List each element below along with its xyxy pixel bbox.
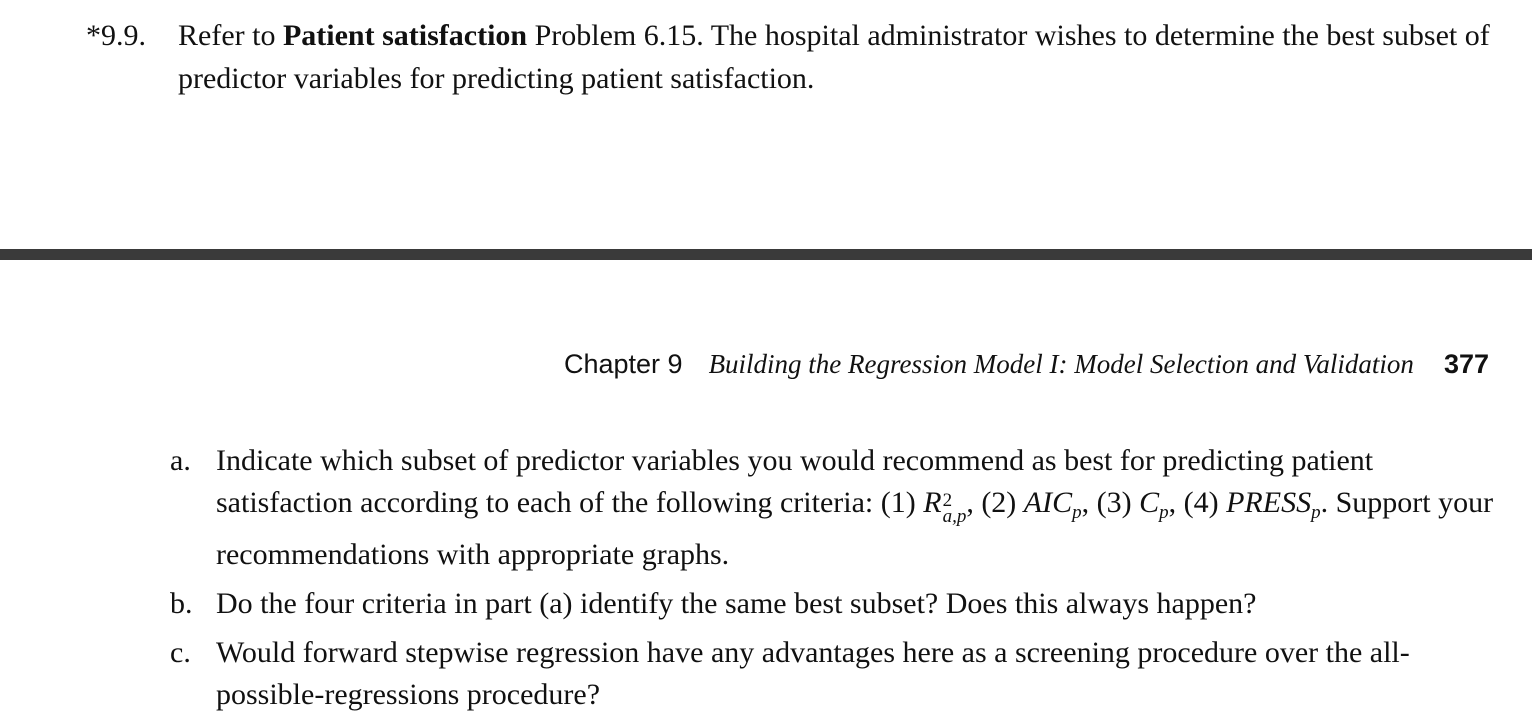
- problem-title: Patient satisfaction: [282, 19, 528, 52]
- aic-symbol: AIC: [1023, 486, 1073, 519]
- problem-number: *9.9.: [86, 19, 146, 52]
- part-c: [170, 632, 1495, 716]
- cp-subscript: p: [1159, 502, 1169, 523]
- part-b: [170, 583, 1495, 625]
- cp-symbol: C: [1139, 486, 1160, 519]
- part-c-text: Would forward stepwise regression have any advantages here as a screening procedure over the all-possible-regressions procedure?: [216, 636, 1410, 711]
- part-a: [170, 440, 1495, 576]
- chapter-title: Building the Regression Model I: Model Selection and Validation: [708, 349, 1414, 379]
- press-subscript: p: [1311, 502, 1321, 523]
- page-number: 377: [1443, 349, 1489, 379]
- r-squared-superscript: 2: [942, 490, 953, 511]
- running-header: [564, 346, 1489, 382]
- aic-subscript: p: [1072, 502, 1082, 523]
- r-squared-symbol: R: [923, 486, 942, 519]
- part-a-label: a.: [170, 444, 191, 477]
- page-divider: [0, 249, 1532, 260]
- part-a-sep3: , (4): [1168, 486, 1227, 519]
- part-a-text-start: Indicate which subset of predictor variables you would recommend as best for predicting patient satisfaction according to each of the following criteria: (1): [216, 444, 1374, 519]
- press-symbol: PRESS: [1226, 486, 1312, 519]
- r-squared-subscript: a,p: [942, 506, 967, 527]
- part-c-label: c.: [170, 636, 191, 669]
- part-a-sep2: , (3): [1081, 486, 1140, 519]
- problem-intro: Refer to: [178, 19, 283, 52]
- problem-statement: [178, 14, 1506, 100]
- problem-9-9: [86, 14, 1506, 100]
- part-a-sep1: , (2): [966, 486, 1024, 519]
- part-b-text: Do the four criteria in part (a) identify the same best subset? Does this always happen?: [216, 587, 1257, 620]
- problem-text: Problem 6.15. The hospital administrator wishes to determine the best subset of predictor variables for predicting patient satisfaction.: [178, 19, 1490, 95]
- part-b-label: b.: [170, 587, 193, 620]
- problem-parts: [170, 440, 1495, 723]
- chapter-label: Chapter 9: [563, 349, 683, 379]
- r-squared-indices: [942, 490, 967, 527]
- part-a-text-end: . Support your recommendations with appropriate graphs.: [216, 486, 1494, 571]
